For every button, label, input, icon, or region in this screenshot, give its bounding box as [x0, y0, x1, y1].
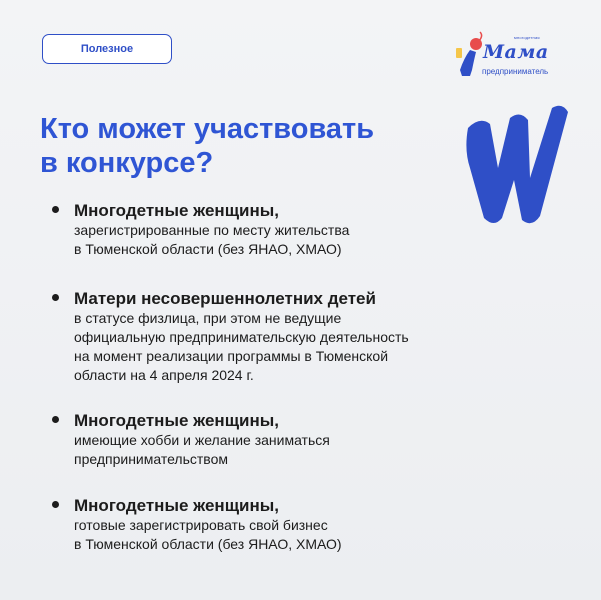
body-line: готовые зарегистрировать свой бизнес: [74, 517, 328, 533]
body-line: на момент реализации программы в Тюменской: [74, 348, 389, 364]
body-line: официальную предпринимательскую деятельность: [74, 329, 409, 345]
category-tag[interactable]: [42, 34, 172, 64]
body-line: предпринимательством: [74, 451, 228, 467]
title-line-2: в конкурсе?: [40, 147, 214, 179]
logo-main-text: Мама: [483, 41, 549, 63]
bullet-icon: [52, 416, 59, 423]
body-line: в статусе физлица, при этом не ведущие: [74, 310, 342, 326]
list-item-head: Многодетные женщины,: [74, 201, 279, 220]
logo-sub-text: предприниматель: [482, 67, 549, 76]
list-item-body: [74, 516, 342, 554]
list-item: [52, 411, 330, 469]
list-item-head: Многодетные женщины,: [74, 411, 279, 430]
list-item: [52, 201, 349, 259]
blue-scribble-decoration: [440, 98, 580, 238]
logo-top-text: многодетная: [514, 35, 540, 40]
body-line: области на 4 апреля 2024 г.: [74, 367, 254, 383]
page-title: [40, 112, 400, 180]
bullet-icon: [52, 294, 59, 301]
bullet-icon: [52, 206, 59, 213]
body-line: имеющие хобби и желание заниматься: [74, 432, 330, 448]
list-item-head: Многодетные женщины,: [74, 496, 279, 515]
mama-logo-icon: [450, 30, 560, 82]
list-item-body: [74, 431, 330, 469]
body-line: в Тюменской области (без ЯНАО, ХМАО): [74, 241, 342, 257]
list-item: [52, 496, 342, 554]
category-tag-label: Полезное: [80, 43, 134, 55]
body-line: в Тюменской области (без ЯНАО, ХМАО): [74, 536, 342, 552]
list-item-head: Матери несовершеннолетних детей: [74, 289, 376, 308]
title-line-1: Кто может участвовать: [40, 113, 375, 145]
list-item-body: [74, 221, 349, 259]
list-item-body: [74, 309, 409, 385]
body-line: зарегистрированные по месту жительства: [74, 222, 350, 238]
list-item: [52, 289, 409, 385]
bullet-icon: [52, 501, 59, 508]
